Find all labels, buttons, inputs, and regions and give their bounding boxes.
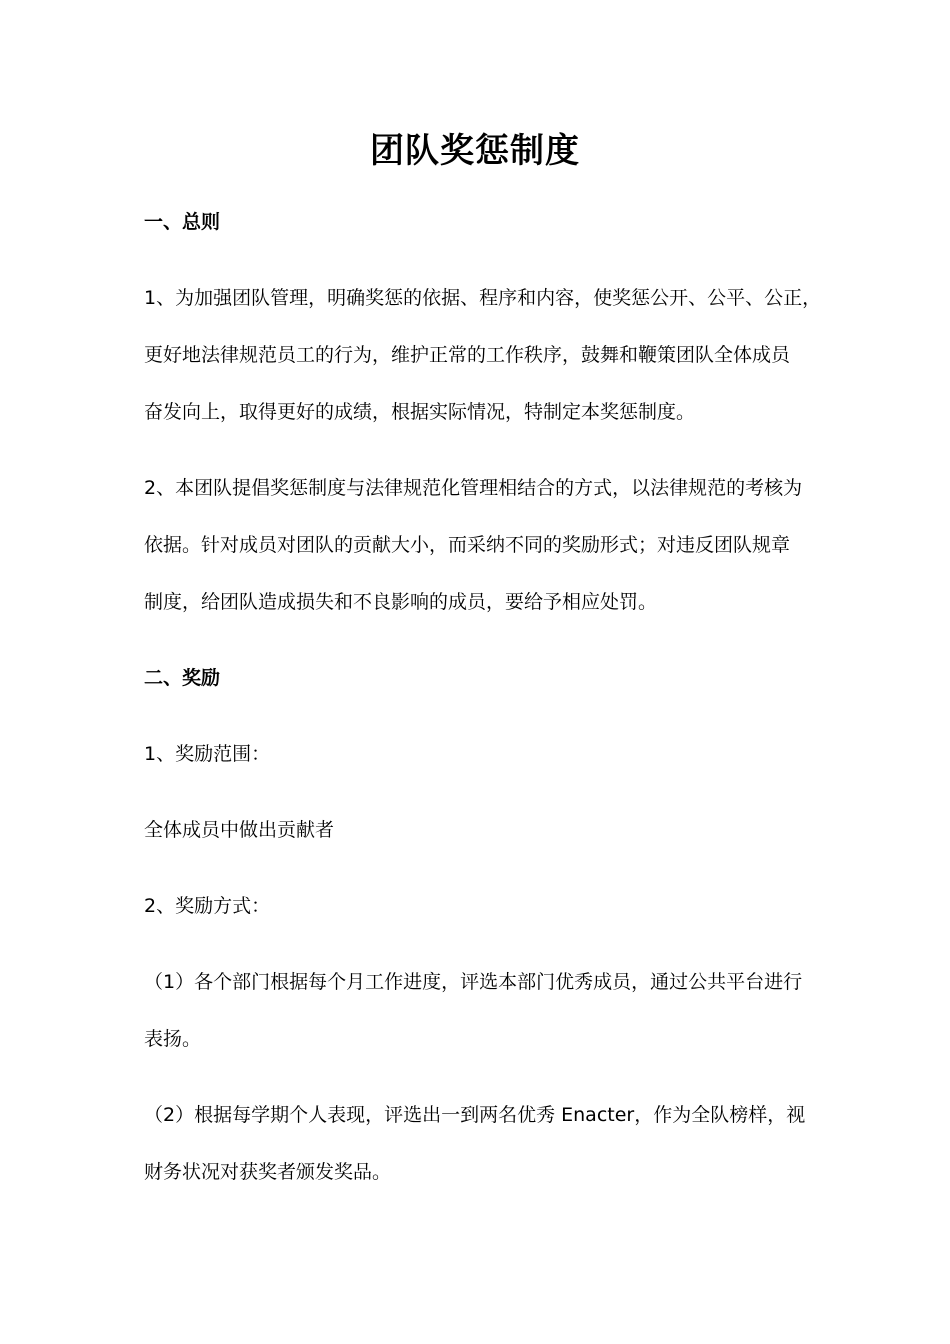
- paragraph-line: （1）各个部门根据每个月工作进度，评选本部门优秀成员，通过公共平台进行: [144, 971, 803, 993]
- paragraph-line: 1、奖励范围：: [144, 743, 271, 765]
- paragraph-line: 制度，给团队造成损失和不良影响的成员，要给予相应处罚。: [144, 591, 658, 613]
- paragraph-line: 依据。针对成员对团队的贡献大小，而采纳不同的奖励形式；对违反团队规章: [144, 534, 791, 556]
- paragraph-line: 1、为加强团队管理，明确奖惩的依据、程序和内容，使奖惩公开、公平、公正，: [144, 287, 822, 309]
- section-heading-general: 一、总则: [144, 211, 221, 233]
- paragraph-line: 表扬。: [144, 1028, 202, 1050]
- paragraph-line: 财务状况对获奖者颁发奖品。: [144, 1161, 392, 1183]
- paragraph-line: （2）根据每学期个人表现，评选出一到两名优秀 Enacter，作为全队榜样，视: [144, 1104, 806, 1126]
- paragraph-line: 2、奖励方式：: [144, 895, 271, 917]
- paragraph-line: 全体成员中做出贡献者: [144, 819, 335, 841]
- paragraph-line: 更好地法律规范员工的行为，维护正常的工作秩序，鼓舞和鞭策团队全体成员: [144, 344, 791, 366]
- document-title: 团队奖惩制度: [370, 131, 580, 171]
- paragraph-line: 奋发向上，取得更好的成绩，根据实际情况，特制定本奖惩制度。: [144, 401, 696, 423]
- paragraph-line: 2、本团队提倡奖惩制度与法律规范化管理相结合的方式，以法律规范的考核为: [144, 477, 803, 499]
- section-heading-rewards: 二、奖励: [144, 667, 221, 689]
